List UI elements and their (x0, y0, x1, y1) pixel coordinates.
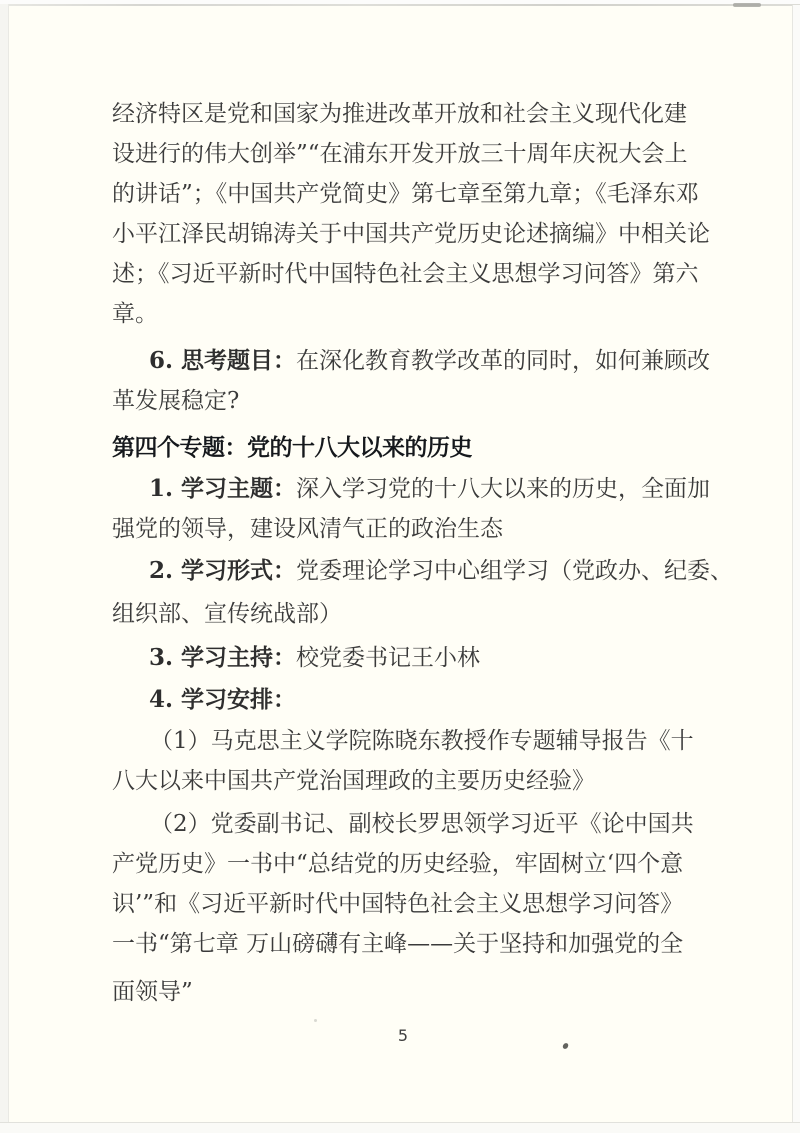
list-item-3-text: 校党委书记王小林 (296, 645, 481, 671)
scan-edge-left (0, 4, 9, 1124)
sub-item-1-line1: （1）马克思主义学院陈晓东教授作专题辅导报告《十 (150, 728, 694, 754)
list-item-1-line1 (112, 469, 711, 509)
sub-item-2-line1: （2）党委副书记、副校长罗思领学习近平《论中国共 (150, 811, 694, 837)
scan-edge-top-line (0, 4, 800, 6)
list-item-1-label: 1. 学习主题： (149, 475, 297, 502)
list-item-2-line2: 组织部、宣传统战部） (112, 601, 342, 627)
list-item-2-label: 2. 学习形式： (149, 557, 297, 584)
list-item-1-line2: 强党的领导，建设风清气正的政治生态 (112, 516, 503, 542)
list-item-3-line1 (112, 638, 692, 678)
body-line: 小平江泽民胡锦涛关于中国共产党历史论述摘编》中相关论 (112, 221, 710, 247)
sub-item-1-line2: 八大以来中国共产党治国理政的主要历史经验》 (112, 768, 595, 794)
body-line: 述；《习近平新时代中国特色社会主义思想学习问答》第六 (112, 261, 699, 287)
list-item-1-text: 深入学习党的十八大以来的历史，全面加 (296, 476, 711, 502)
list-item-4-label: 4. 学习安排： (149, 686, 297, 713)
list-item-2-text: 党委理论学习中心组学习（党政办、纪委、 (296, 558, 734, 584)
document-body (112, 94, 734, 1012)
list-item-6-text: 在深化教育教学改革的同时，如何兼顾改 (296, 348, 711, 374)
faint-speck (314, 1019, 317, 1022)
body-line: 章。 (112, 301, 158, 327)
sub-item-2-line4: 一书“第七章 万山磅礴有主峰——关于坚持和加强党的全 (112, 931, 684, 957)
section-heading: 第四个专题：党的十八大以来的历史 (112, 435, 472, 461)
list-item-6-label: 6. 思考题目： (149, 347, 297, 374)
scan-edge-right (792, 5, 800, 1124)
list-item-6-line2: 革发展稳定? (112, 388, 240, 414)
scan-edge-bottom (0, 1122, 800, 1133)
body-line: 经济特区是党和国家为推进改革开放和社会主义现代化建 (112, 101, 687, 127)
list-item-4-line1 (112, 680, 692, 720)
scan-edge-top-smudge (733, 3, 761, 7)
ink-speck (562, 1042, 569, 1049)
body-line: 设进行的伟大创举”“在浦东开发开放三十周年庆祝大会上 (112, 141, 688, 167)
sub-item-2-line5: 面领导” (112, 979, 193, 1005)
list-item-2-line1 (112, 551, 734, 591)
page-number: 5 (397, 1026, 409, 1045)
body-line: 的讲话”；《中国共产党简史》第七章至第九章；《毛泽东邓 (112, 181, 699, 207)
list-item-6-line1 (112, 341, 711, 381)
sub-item-2-line2: 产党历史》一书中“总结党的历史经验，牢固树立‘四个意 (112, 851, 684, 877)
list-item-3-label: 3. 学习主持： (149, 644, 297, 671)
sub-item-2-line3: 识’”和《习近平新时代中国特色社会主义思想学习问答》 (112, 891, 684, 917)
